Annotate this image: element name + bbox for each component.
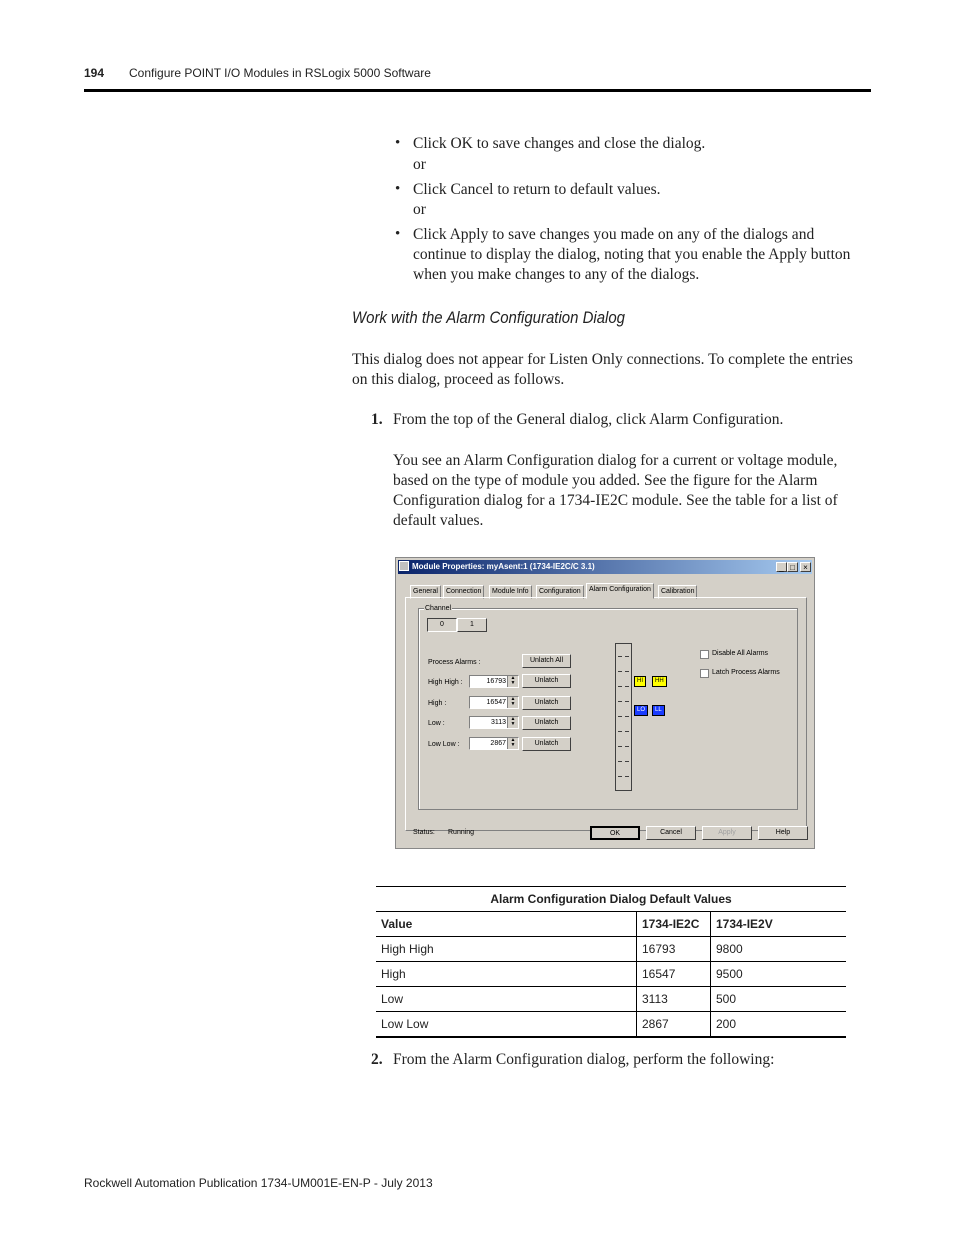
ok-button[interactable]: OK (590, 826, 640, 840)
table-cell: 9800 (711, 937, 847, 962)
table-header: 1734-IE2C (637, 912, 711, 937)
tab-alarm-configuration[interactable]: Alarm Configuration (586, 583, 654, 599)
bullet-ok: Click OK to save changes and close the dialog. (413, 135, 706, 152)
table-cell: 9500 (711, 962, 847, 987)
minimize-button[interactable]: _ (776, 562, 787, 572)
table-row (376, 962, 846, 987)
low-low-value: 2867 (490, 740, 506, 747)
low-low-label: Low Low : (428, 741, 460, 748)
table-cell: High (376, 962, 637, 987)
spinner-icon[interactable]: ▲ ▼ (507, 697, 518, 708)
close-button[interactable]: × (800, 562, 811, 572)
step-text: From the top of the General dialog, click Alarm Configuration. (393, 411, 784, 428)
high-high-value: 16793 (486, 678, 506, 685)
header-rule (84, 89, 871, 92)
or-text: or (413, 201, 426, 218)
unlatch-all-button[interactable]: Unlatch All (522, 654, 571, 668)
step-text: From the Alarm Configuration dialog, perform the following: (393, 1051, 775, 1068)
high-value: 16547 (486, 699, 506, 706)
low-input[interactable] (469, 716, 519, 729)
bullet-apply: Click Apply to save changes you made on any of the dialogs and continue to display the dialog, noting that you enable the Apply button when you make changes to any of the dialogs. (413, 226, 851, 283)
tab-connection[interactable]: Connection (443, 585, 484, 599)
table-header: 1734-IE2V (711, 912, 847, 937)
latch-process-alarms-checkbox[interactable] (700, 669, 709, 678)
spinner-icon[interactable]: ▲ ▼ (507, 717, 518, 728)
disable-all-alarms-checkbox[interactable] (700, 650, 709, 659)
channel-0-button[interactable]: 0 (427, 618, 457, 632)
table-cell: 3113 (637, 987, 711, 1012)
channel-group (418, 608, 798, 810)
section-heading: Work with the Alarm Configuration Dialog (352, 308, 625, 327)
table-cell: High High (376, 937, 637, 962)
bullet-dot: • (395, 181, 401, 197)
unlatch-low-button[interactable]: Unlatch (522, 716, 571, 730)
table-cell: 16547 (637, 962, 711, 987)
apply-button[interactable]: Apply (702, 826, 752, 840)
table-caption: Alarm Configuration Dialog Default Values (376, 887, 846, 912)
alarm-configuration-dialog (395, 557, 815, 849)
ll-marker[interactable]: LL (652, 705, 665, 716)
step-detail: You see an Alarm Configuration dialog for a current or voltage module, based on the type of module you added. See the figure for the Alarm Configuration dialog for a 1734-IE2C module. See the table for a list of default values. (393, 452, 838, 529)
table-cell: 200 (711, 1012, 847, 1038)
tab-calibration[interactable]: Calibration (658, 585, 697, 599)
help-button[interactable]: Help (758, 826, 808, 840)
process-alarms-label: Process Alarms : (428, 659, 481, 666)
cancel-button[interactable]: Cancel (646, 826, 696, 840)
tab-module-info[interactable]: Module Info (489, 585, 532, 599)
high-label: High : (428, 700, 447, 707)
table-cell: 2867 (637, 1012, 711, 1038)
status-label: Status: (413, 829, 435, 836)
latch-process-alarms-label: Latch Process Alarms (712, 669, 780, 676)
bullet-dot: • (395, 135, 401, 151)
channel-1-button[interactable]: 1 (457, 618, 487, 632)
alarm-scale-bar (615, 643, 632, 791)
table-cell: 16793 (637, 937, 711, 962)
table-row (376, 937, 846, 962)
table-row (376, 987, 846, 1012)
low-label: Low : (428, 720, 445, 727)
high-high-label: High High : (428, 679, 463, 686)
page-footer: Rockwell Automation Publication 1734-UM001E-EN-P - July 2013 (84, 1176, 433, 1190)
maximize-button[interactable]: □ (787, 562, 798, 572)
bullet-cancel: Click Cancel to return to default values. (413, 181, 661, 198)
unlatch-high-button[interactable]: Unlatch (522, 696, 571, 710)
hi-marker[interactable]: HI (634, 676, 646, 687)
low-value: 3113 (490, 719, 506, 726)
running-header: Configure POINT I/O Modules in RSLogix 5000 Software (129, 66, 431, 80)
step-number: 2. (371, 1051, 383, 1068)
bullet-dot: • (395, 226, 401, 242)
dialog-title: Module Properties: myAsent:1 (1734-IE2C/C 3.1) (398, 560, 812, 574)
hh-marker[interactable]: HH (652, 676, 667, 687)
table-cell: 500 (711, 987, 847, 1012)
lo-marker[interactable]: LO (634, 705, 648, 716)
channel-label: Channel (425, 605, 452, 612)
or-text: or (413, 156, 426, 173)
default-values-table (376, 886, 846, 1038)
step-number: 1. (371, 411, 383, 428)
spinner-icon[interactable]: ▲ ▼ (507, 676, 518, 687)
low-low-input[interactable] (469, 737, 519, 750)
spinner-icon[interactable]: ▲ ▼ (507, 738, 518, 749)
table-cell: Low Low (376, 1012, 637, 1038)
table-header: Value (376, 912, 637, 937)
tab-general[interactable]: General (410, 585, 441, 599)
page-number: 194 (84, 66, 105, 80)
high-high-input[interactable] (469, 675, 519, 688)
high-input[interactable] (469, 696, 519, 709)
table-cell: Low (376, 987, 637, 1012)
app-icon (399, 561, 409, 571)
intro-paragraph: This dialog does not appear for Listen Only connections. To complete the entries on this dialog, proceed as follows. (352, 351, 853, 388)
unlatch-high-high-button[interactable]: Unlatch (522, 674, 571, 688)
status-value: Running (448, 829, 475, 836)
tab-configuration[interactable]: Configuration (536, 585, 584, 599)
unlatch-low-low-button[interactable]: Unlatch (522, 737, 571, 751)
table-row (376, 1012, 846, 1038)
disable-all-alarms-label: Disable All Alarms (712, 650, 769, 657)
